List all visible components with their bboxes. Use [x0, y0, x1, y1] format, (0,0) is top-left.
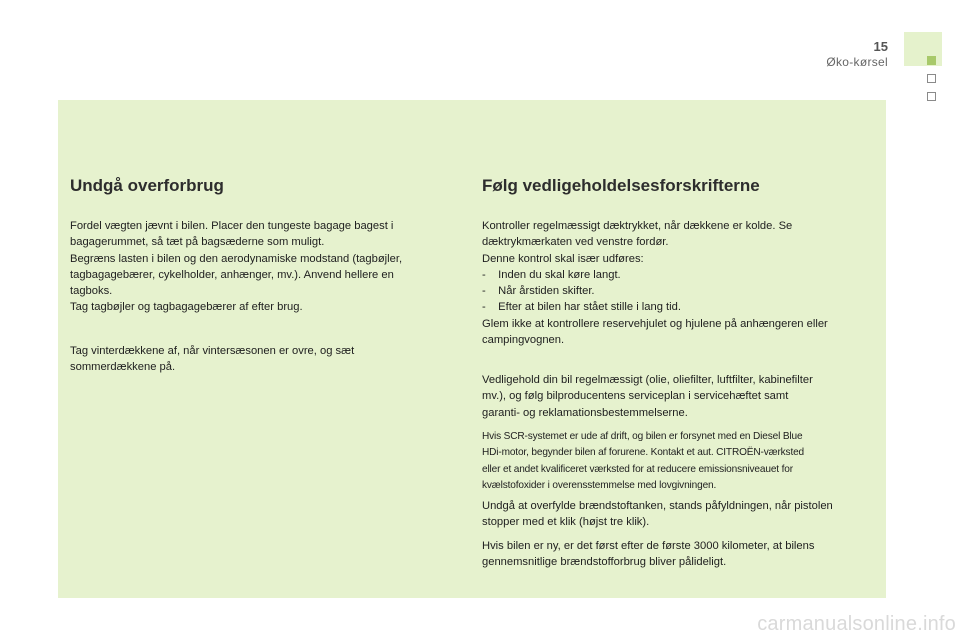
text-line: Undgå at overfylde brændstoftanken, stands påfyldningen, når pistolen	[482, 500, 833, 512]
paragraph	[482, 538, 814, 571]
nav-marker-active[interactable]	[927, 56, 936, 65]
text-line: eller et andet kvalificeret værksted for at reducere emissionsniveauet for	[482, 463, 793, 475]
text-line: Tag tagbøjler og tagbagagebærer af efter brug.	[70, 301, 303, 314]
text-line: Vedligehold din bil regelmæssigt (olie, oliefilter, luftfilter, kabinefilter	[482, 374, 813, 386]
text-line: gennemsnitlige brændstofforbrug bliver pålideligt.	[482, 556, 727, 569]
nav-marker[interactable]	[927, 92, 936, 101]
text-line: mv.), og følg bilproducentens serviceplan i servicehæftet samt	[482, 390, 789, 403]
text-line: Glem ikke at kontrollere reservehjulet og hjulene på anhængeren eller	[482, 317, 828, 330]
page-number: 15	[873, 39, 888, 54]
text-line: Denne kontrol skal især udføres:	[482, 252, 644, 265]
text-line: kvælstofoxider i overensstemmelse med lovgivningen.	[482, 479, 717, 491]
section-heading-right: Følg vedligeholdelsesforskrifterne	[482, 176, 760, 195]
text-line: stopper med et klik (højst tre klik).	[482, 516, 650, 529]
text-line: garanti- og reklamationsbestemmelserne.	[482, 406, 688, 419]
text-line: Hvis bilen er ny, er det først efter de første 3000 kilometer, at bilens	[482, 540, 815, 552]
text-line: Hvis SCR-systemet er ude af drift, og bilen er forsynet med en Diesel Blue	[482, 431, 803, 442]
paragraph	[482, 498, 833, 531]
content-panel	[58, 100, 886, 598]
text-line: HDi-motor, begynder bilen af forurene. Kontakt et aut. CITROËN-værksted	[482, 447, 805, 459]
text-line: tagbagagebærer, cykelholder, anhænger, mv.). Anvend hellere en	[70, 268, 394, 281]
paragraph	[70, 218, 402, 316]
list-item: - Når årstiden skifter.	[482, 285, 595, 298]
text-line: Tag vinterdækkene af, når vintersæsonen er ovre, og sæt	[70, 345, 355, 357]
list-item: - Efter at bilen har stået stille i lang tid.	[482, 301, 681, 314]
text-line: sommerdækkene på.	[70, 361, 176, 374]
nav-marker[interactable]	[927, 74, 936, 83]
text-line: campingvognen.	[482, 334, 565, 347]
list-item: - Inden du skal køre langt.	[482, 268, 621, 281]
text-line: Begræns lasten i bilen og den aerodynamiske modstand (tagbøjler,	[70, 252, 403, 265]
watermark: carmanualsonline.info	[757, 613, 956, 635]
text-line: tagboks.	[70, 285, 113, 298]
paragraph-small	[482, 429, 804, 494]
paragraph	[482, 218, 828, 348]
text-line: dæktrykmærkaten ved venstre fordør.	[482, 236, 669, 249]
section-heading-left: Undgå overforbrug	[70, 176, 224, 195]
paragraph	[70, 343, 354, 376]
paragraph	[482, 372, 813, 421]
section-tab	[904, 32, 942, 66]
section-name: Øko-kørsel	[826, 55, 888, 69]
text-line: Fordel vægten jævnt i bilen. Placer den tungeste bagage bagest i	[70, 220, 394, 232]
text-line: Kontroller regelmæssigt dæktrykket, når dækkene er kolde. Se	[482, 220, 793, 232]
text-line: bagagerummet, så tæt på bagsæderne som muligt.	[70, 236, 325, 249]
